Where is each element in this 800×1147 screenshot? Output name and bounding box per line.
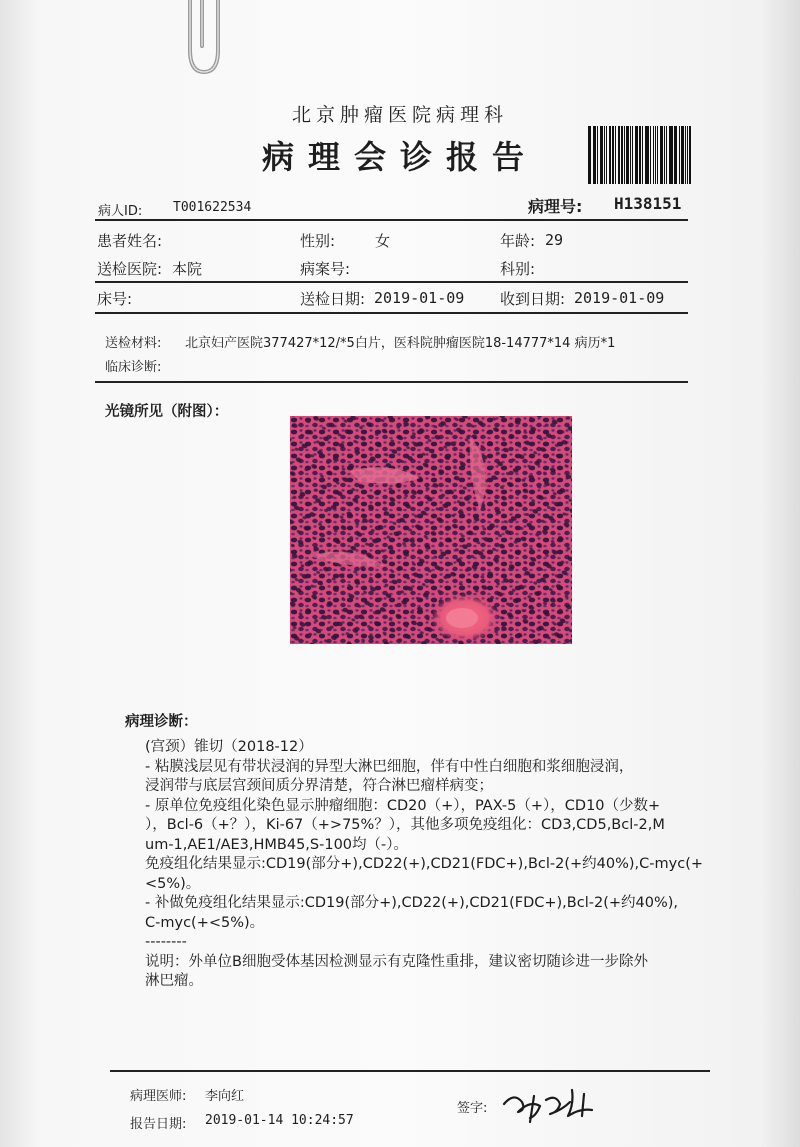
- report-date-label: 报告日期:: [130, 1117, 187, 1132]
- barcode-bar: [624, 126, 625, 184]
- report-title: 病理会诊报告: [261, 138, 538, 176]
- submit-date-value: 2019-01-09: [374, 289, 465, 307]
- barcode-bar: [615, 126, 616, 184]
- barcode-bar: [612, 126, 615, 184]
- barcode-bar: [604, 126, 605, 184]
- received-date-value: 2019-01-09: [574, 289, 665, 307]
- pathology-no-value: H138151: [614, 194, 682, 213]
- barcode-bar: [675, 126, 677, 184]
- barcode-bar: [679, 126, 680, 184]
- barcode: [588, 126, 692, 184]
- diagnosis-line: <5%)。: [145, 875, 201, 892]
- barcode-bar: [660, 126, 663, 184]
- barcode-bar: [664, 126, 666, 184]
- diagnosis-line: - 补做免疫组化结果显示:CD19(部分+),CD22(+),CD21(FDC+),Bcl-2(+约40%),: [145, 895, 679, 911]
- diagnosis-line: 淋巴瘤。: [145, 973, 203, 989]
- barcode-bar: [609, 126, 611, 184]
- barcode-bar: [588, 126, 591, 184]
- barcode-bar: [689, 126, 691, 184]
- diagnosis-label: 病理诊断：: [125, 714, 198, 730]
- diagnosis-line: ），Bcl-6（+？），Ki-67（+>75%？），其他多项免疫组化：CD3,CD5,Bcl-2,M: [145, 817, 665, 833]
- barcode-bar: [593, 126, 594, 184]
- submit-date-label: 送检日期:: [300, 290, 366, 308]
- barcode-bar: [666, 126, 667, 184]
- gender-value: 女: [375, 232, 391, 250]
- gender-label: 性别:: [300, 232, 336, 250]
- barcode-bar: [597, 126, 598, 184]
- barcode-bar: [674, 126, 675, 184]
- barcode-bar: [653, 126, 655, 184]
- diagnosis-line: 免疫组化结果显示:CD19(部分+),CD22(+),CD21(FDC+),Bcl-2(+约40%),C-myc(+: [145, 856, 704, 872]
- barcode-bar: [639, 126, 641, 184]
- diagnosis-line: 说明：外单位B细胞受体基因检测显示有克隆性重排，建议密切随诊进一步除外: [145, 953, 648, 970]
- diagnosis-line: um-1,AE1/AE3,HMB45,S-100均（-）。: [145, 836, 409, 853]
- divider: [110, 1070, 710, 1072]
- barcode-bar: [621, 126, 623, 184]
- barcode-bar: [632, 126, 633, 184]
- barcode-bar: [642, 126, 643, 184]
- barcode-bar: [618, 126, 620, 184]
- barcode-bar: [635, 126, 638, 184]
- diagnosis-line: (宫颈）锥切（2018-12）: [145, 739, 313, 755]
- divider: [95, 381, 688, 383]
- patient-name-label: 患者姓名:: [97, 232, 163, 250]
- materials-value: 北京妇产医院377427*12/*5白片，医科院肿瘤医院18-14777*14 病历*1: [185, 336, 616, 351]
- microscopy-label: 光镜所见（附图）：: [105, 404, 229, 420]
- diagnosis-text: [145, 738, 725, 992]
- barcode-bar: [687, 126, 688, 184]
- barcode-bar: [630, 126, 631, 184]
- hospital-name: 北京肿瘤医院病理科: [291, 104, 508, 126]
- barcode-bar: [650, 126, 651, 184]
- divider: [95, 219, 688, 221]
- pathology-no-label: 病理号:: [528, 197, 583, 216]
- submit-hospital-label: 送检医院:: [97, 260, 163, 278]
- barcode-bar: [606, 126, 607, 184]
- materials-label: 送检材料:: [105, 336, 162, 351]
- microscopy-image: [290, 416, 572, 644]
- divider: [95, 281, 688, 283]
- barcode-bar: [646, 126, 649, 184]
- bed-label: 床号:: [97, 290, 133, 308]
- case-no-label: 病案号:: [300, 260, 351, 278]
- patient-id-value: T001622534: [173, 200, 252, 215]
- barcode-bar: [657, 126, 658, 184]
- dept-label: 科别:: [500, 260, 536, 278]
- barcode-bar: [594, 126, 596, 184]
- barcode-bar: [655, 126, 656, 184]
- barcode-bar: [669, 126, 672, 184]
- barcode-bar: [645, 126, 646, 184]
- diagnosis-line: - 原单位免疫组化染色显示肿瘤细胞：CD20（+），PAX-5（+），CD10（少数+: [145, 797, 661, 814]
- doctor-label: 病理医师:: [130, 1089, 187, 1104]
- patient-id-label: 病人ID:: [98, 204, 143, 219]
- submit-hospital-value: 本院: [172, 260, 203, 278]
- diagnosis-line: C-myc(+<5%)。: [145, 914, 265, 931]
- handwritten-signature: [500, 1082, 600, 1124]
- barcode-bar: [626, 126, 629, 184]
- divider: [95, 312, 688, 314]
- paperclip-icon: [172, 0, 232, 90]
- barcode-bar: [600, 126, 603, 184]
- clinical-diagnosis-label: 临床诊断:: [105, 360, 162, 375]
- report-date-value: 2019-01-14 10:24:57: [205, 1113, 354, 1128]
- age-value: 29: [545, 231, 564, 249]
- received-date-label: 收到日期:: [500, 290, 566, 308]
- diagnosis-line: 浸润带与底层宫颈间质分界清楚，符合淋巴瘤样病变；: [145, 778, 493, 794]
- signature-label: 签字:: [457, 1101, 488, 1116]
- diagnosis-line: - 粘膜浅层见有带状浸润的异型大淋巴细胞，伴有中性白细胞和浆细胞浸润，: [145, 758, 634, 775]
- age-label: 年龄:: [500, 232, 536, 250]
- barcode-bar: [685, 126, 686, 184]
- doctor-value: 李向红: [205, 1089, 245, 1104]
- barcode-bar: [681, 126, 684, 184]
- diagnosis-separator: --------: [145, 934, 187, 950]
